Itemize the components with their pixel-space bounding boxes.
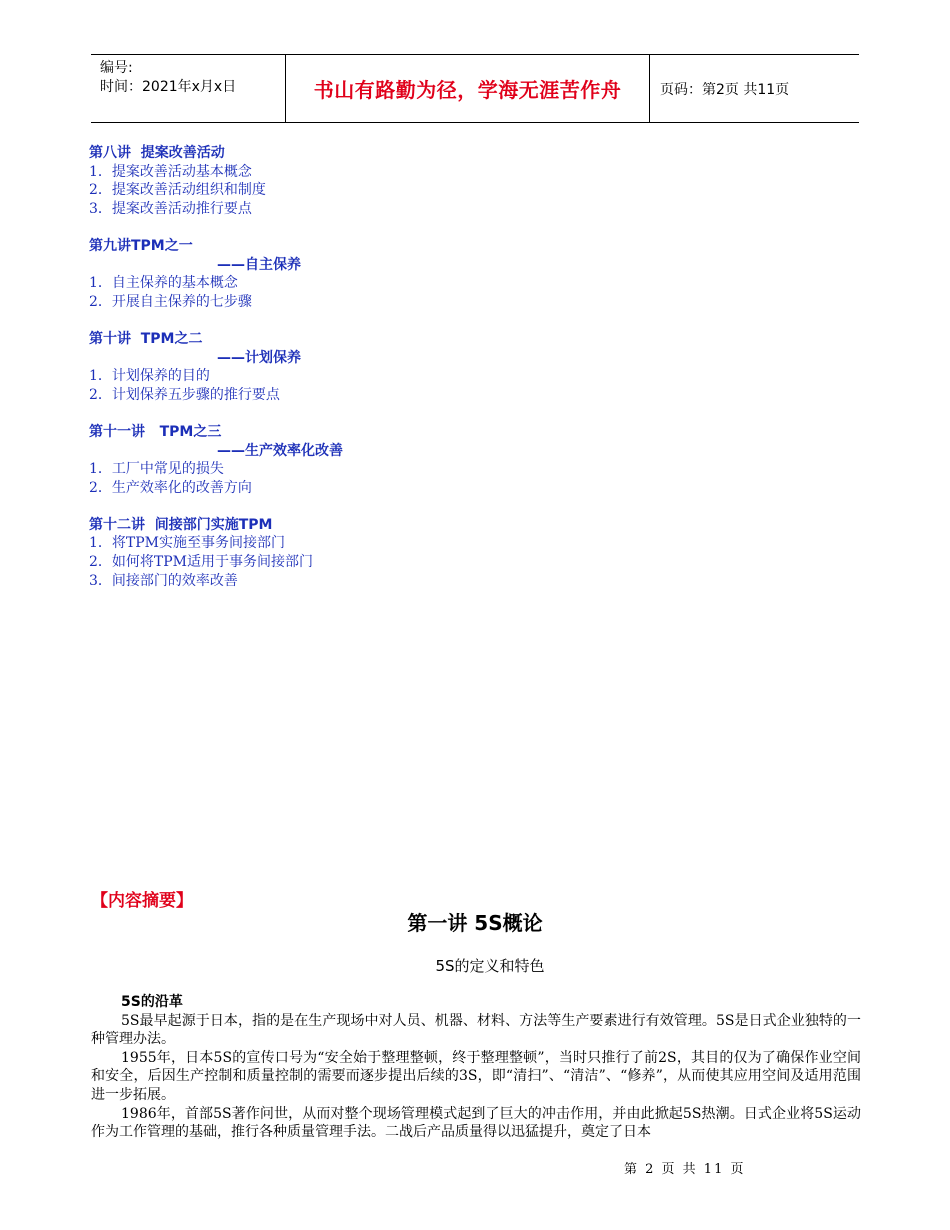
- header-page-info: 页码：第2页 共11页: [660, 81, 790, 98]
- lecture-12: [89, 516, 509, 590]
- lecture-item: 2．如何将TPM适用于事务间接部门: [89, 554, 313, 571]
- lecture-11: [89, 423, 509, 497]
- lecture-item: 1．提案改善活动基本概念: [89, 163, 252, 180]
- lecture-title: 第十一讲 TPM之三: [89, 423, 222, 440]
- paragraph: 1986年，首部5S著作问世，从而对整个现场管理模式起到了巨大的冲击作用，并由此掀起5S热潮。日式企业将5S运动作为工作管理的基础，推行各种质量管理手法。二战后产品质量得以迅猛提升，奠定了日本: [91, 1105, 861, 1141]
- lecture-9: [89, 237, 509, 311]
- body-text: [91, 993, 861, 1142]
- page-footer: 第 2 页 共 11 页: [624, 1162, 746, 1177]
- table-of-contents: [89, 144, 509, 609]
- lecture-item: 2．生产效率化的改善方向: [89, 479, 252, 496]
- lecture-subtitle: ——生产效率化改善: [217, 442, 343, 459]
- lecture-item: 1．自主保养的基本概念: [89, 275, 238, 292]
- lecture-item: 2．提案改善活动组织和制度: [89, 182, 266, 199]
- summary-label: 【内容摘要】: [91, 891, 193, 911]
- lecture-8: [89, 144, 509, 218]
- paragraph: 1955年，日本5S的宣传口号为“安全始于整理整顿，终于整理整顿”，当时只推行了前2S，其目的仅为了确保作业空间和安全，后因生产控制和质量控制的需要而逐步提出后续的3S，即“清扫”、“清洁”、“修养”，从而使其应用空间及适用范围进一步拓展。: [91, 1049, 861, 1103]
- page-title: 第一讲 5S概论: [407, 911, 543, 935]
- header-meta: [91, 55, 286, 122]
- lecture-item: 2．开展自主保养的七步骤: [89, 293, 252, 310]
- lecture-item: 1．计划保养的目的: [89, 368, 210, 385]
- lecture-title: 第十讲 TPM之二: [89, 330, 203, 347]
- lecture-item: 1．将TPM实施至事务间接部门: [89, 535, 285, 552]
- lecture-subtitle: ——自主保养: [217, 256, 301, 273]
- section-heading: 5S的沿革: [121, 994, 183, 1010]
- doc-time-label: 时间：2021年x月x日: [100, 79, 237, 95]
- lecture-title: 第九讲TPM之一: [89, 237, 193, 254]
- section-subtitle: 5S的定义和特色: [435, 957, 545, 975]
- page-header: [91, 54, 859, 123]
- lecture-10: [89, 330, 509, 404]
- lecture-item: 3．间接部门的效率改善: [89, 572, 238, 589]
- lecture-item: 3．提案改善活动推行要点: [89, 200, 252, 217]
- lecture-title: 第十二讲 间接部门实施TPM: [89, 516, 273, 533]
- doc-code-label: 编号:: [100, 60, 133, 76]
- paragraph: 5S最早起源于日本，指的是在生产现场中对人员、机器、材料、方法等生产要素进行有效管理。5S是日式企业独特的一种管理办法。: [91, 1012, 861, 1048]
- lecture-item: 2．计划保养五步骤的推行要点: [89, 386, 280, 403]
- lecture-title: 第八讲 提案改善活动: [89, 145, 225, 161]
- lecture-subtitle: ——计划保养: [217, 349, 301, 366]
- lecture-item: 1．工厂中常见的损失: [89, 461, 224, 478]
- header-motto: 书山有路勤为径，学海无涯苦作舟: [286, 55, 650, 122]
